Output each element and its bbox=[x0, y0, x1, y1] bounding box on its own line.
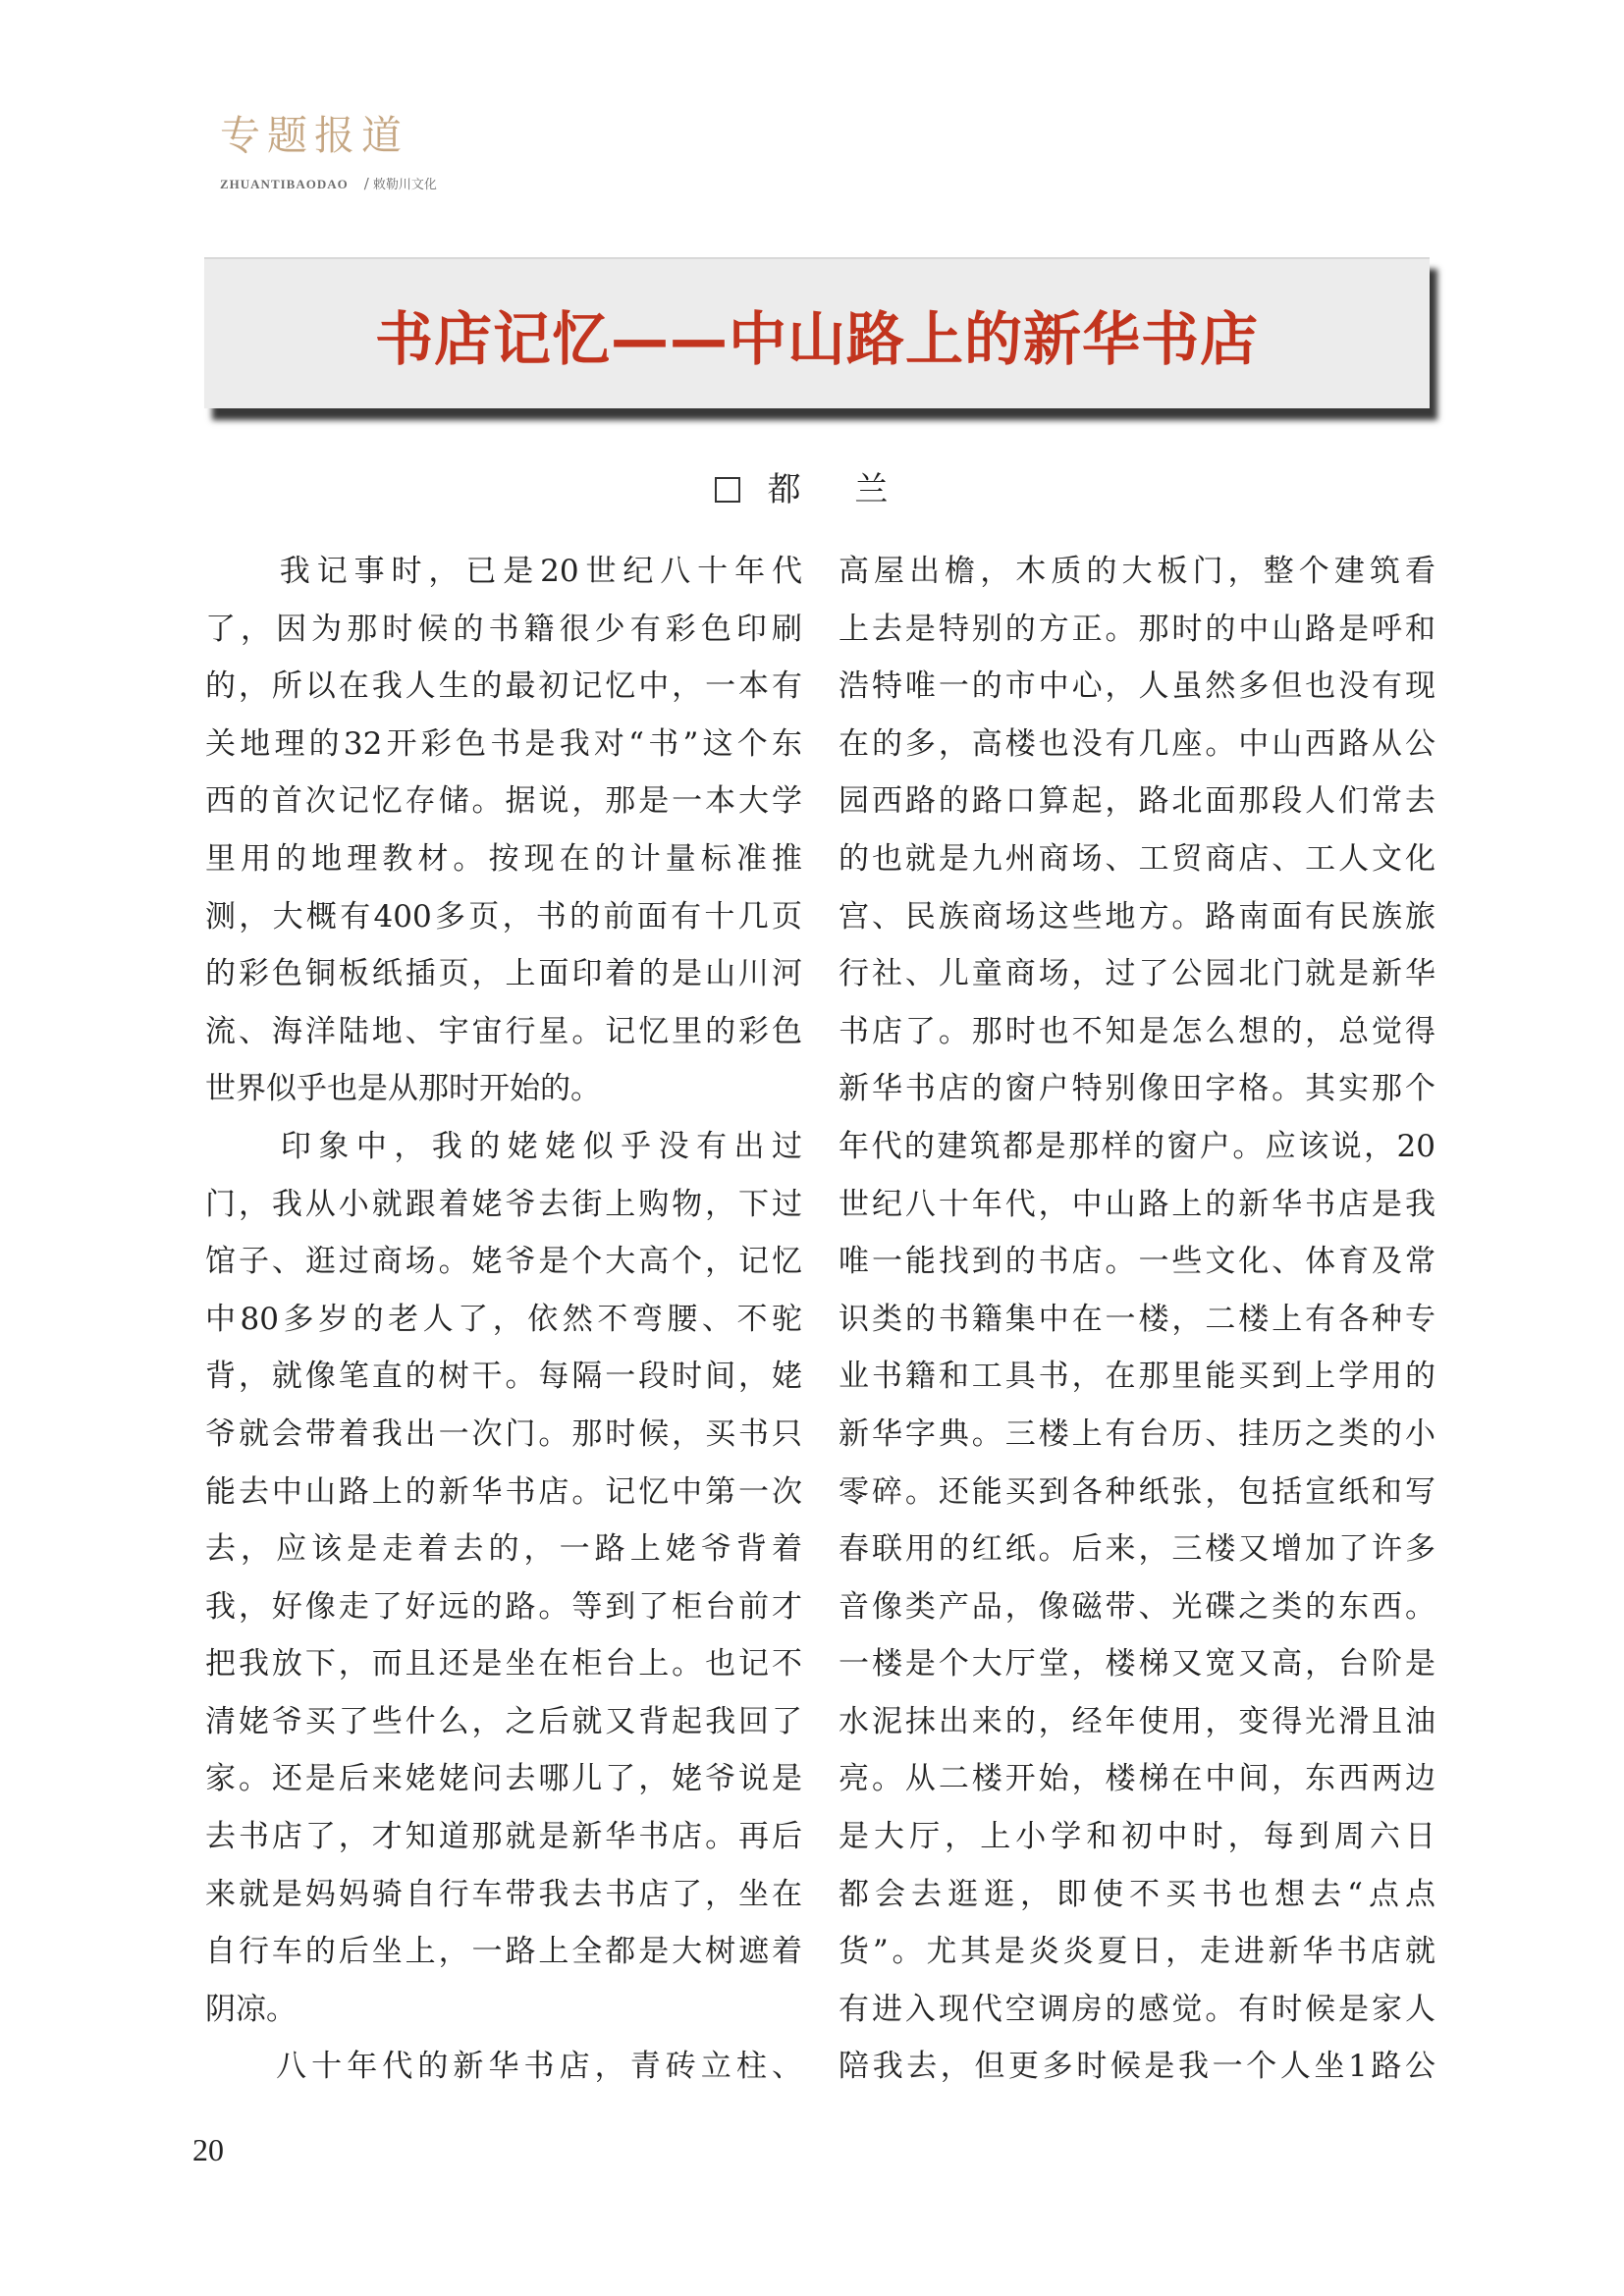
text-line: 我记事时，已是20世纪八十年代 bbox=[205, 554, 802, 589]
text-line: 中80多岁的老人了，依然不弯腰、不驼 bbox=[205, 1301, 802, 1337]
text-line: 去，应该是走着去的，一路上姥爷背着 bbox=[205, 1531, 802, 1568]
text-line: 年代的建筑都是那样的窗户。应该说，20 bbox=[839, 1128, 1435, 1164]
text-line: 行社、儿童商场，过了公园北门就是新华 bbox=[839, 956, 1435, 992]
text-line: 新华字典。三楼上有台历、挂历之类的小 bbox=[839, 1415, 1435, 1452]
text-line: 的，所以在我人生的最初记忆中，一本有 bbox=[205, 668, 802, 705]
text-line: 能去中山路上的新华书店。记忆中第一次 bbox=[205, 1473, 802, 1510]
text-line: 家。还是后来姥姥问去哪儿了，姥爷说是 bbox=[205, 1761, 802, 1797]
text-line: 浩特唯一的市中心，人虽然多但也没有现 bbox=[839, 668, 1435, 705]
text-line: 业书籍和工具书，在那里能买到上学用的 bbox=[839, 1359, 1435, 1395]
article-title-box bbox=[204, 257, 1430, 408]
text-line: 货”。尤其是炎炎夏日，走进新华书店就 bbox=[839, 1934, 1435, 1970]
section-title: 专题报道 bbox=[220, 112, 408, 159]
text-line: 关地理的32开彩色书是我对“书”这个东 bbox=[205, 725, 802, 762]
text-line: 馆子、逛过商场。姥爷是个大高个，记忆 bbox=[205, 1244, 802, 1280]
text-line: 高屋出檐，木质的大板门，整个建筑看 bbox=[839, 554, 1435, 589]
text-line: 清姥爷买了些什么，之后就又背起我回了 bbox=[205, 1703, 802, 1739]
article-title: 书店记忆——中山路上的新华书店 bbox=[374, 304, 1259, 373]
text-line: 唯一能找到的书店。一些文化、体育及常 bbox=[839, 1244, 1435, 1280]
text-line: 去书店了，才知道那就是新华书店。再后 bbox=[205, 1819, 802, 1855]
text-line: 来就是妈妈骑自行车带我去书店了，坐在 bbox=[205, 1876, 802, 1912]
text-line: 园西路的路口算起，路北面那段人们常去 bbox=[839, 783, 1435, 820]
body-column-right bbox=[839, 543, 1435, 2096]
text-line: 世界似乎也是从那时开始的。 bbox=[205, 1071, 601, 1107]
text-line: 是大厅，上小学和初中时，每到周六日 bbox=[839, 1819, 1435, 1855]
text-line: 宫、民族商场这些地方。路南面有民族旅 bbox=[839, 898, 1435, 934]
section-separator: / bbox=[363, 175, 369, 192]
text-line: 春联用的红纸。后来，三楼又增加了许多 bbox=[839, 1531, 1435, 1568]
text-line: 爷就会带着我出一次门。那时候，买书只 bbox=[205, 1415, 802, 1452]
byline bbox=[0, 462, 1624, 510]
section-header bbox=[220, 112, 437, 192]
text-line: 了，因为那时候的书籍很少有彩色印刷 bbox=[205, 611, 802, 647]
body-column-left bbox=[205, 543, 802, 2096]
text-line: 陪我去，但更多时候是我一个人坐1路公 bbox=[839, 2049, 1435, 2085]
author-name: 都 兰 bbox=[767, 470, 910, 509]
text-line: 在的多，高楼也没有几座。中山西路从公 bbox=[839, 725, 1435, 762]
text-line: 西的首次记忆存储。据说，那是一本大学 bbox=[205, 783, 802, 820]
text-line: 自行车的后坐上，一路上全都是大树遮着 bbox=[205, 1934, 802, 1970]
text-line: 水泥抹出来的，经年使用，变得光滑且油 bbox=[839, 1703, 1435, 1739]
text-line: 把我放下，而且还是坐在柜台上。也记不 bbox=[205, 1646, 802, 1682]
text-line: 亮。从二楼开始，楼梯在中间，东西两边 bbox=[839, 1761, 1435, 1797]
text-line: 零碎。还能买到各种纸张，包括宣纸和写 bbox=[839, 1473, 1435, 1510]
text-line: 都会去逛逛，即使不买书也想去“点点 bbox=[839, 1876, 1435, 1912]
text-line: 我，好像走了好远的路。等到了柜台前才 bbox=[205, 1588, 802, 1625]
section-subheader bbox=[220, 176, 437, 191]
page-number: 20 bbox=[192, 2132, 224, 2167]
text-line: 的也就是九州商场、工贸商店、工人文化 bbox=[839, 840, 1435, 877]
text-line: 有进入现代空调房的感觉。有时候是家人 bbox=[839, 1991, 1435, 2027]
text-line: 的彩色铜板纸插页，上面印着的是山川河 bbox=[205, 956, 802, 992]
text-line: 音像类产品，像磁带、光碟之类的东西。 bbox=[839, 1588, 1435, 1625]
text-line: 里用的地理教材。按现在的计量标准推 bbox=[205, 840, 802, 877]
section-subtitle: 敕勒川文化 bbox=[372, 178, 437, 192]
text-line: 测，大概有400多页，书的前面有十几页 bbox=[205, 898, 802, 934]
byline-box-icon bbox=[715, 477, 740, 503]
text-line: 门，我从小就跟着姥爷去街上购物，下过 bbox=[205, 1186, 802, 1222]
text-line: 上去是特别的方正。那时的中山路是呼和 bbox=[839, 611, 1435, 647]
text-line: 一楼是个大厅堂，楼梯又宽又高，台阶是 bbox=[839, 1646, 1435, 1682]
text-line: 世纪八十年代，中山路上的新华书店是我 bbox=[839, 1186, 1435, 1222]
text-line: 识类的书籍集中在一楼，二楼上有各种专 bbox=[839, 1301, 1435, 1337]
text-line: 印象中，我的姥姥似乎没有出过 bbox=[205, 1128, 802, 1164]
text-line: 八十年代的新华书店，青砖立柱、 bbox=[205, 2049, 802, 2085]
text-line: 阴凉。 bbox=[205, 1991, 297, 2027]
text-line: 背，就像笔直的树干。每隔一段时间，姥 bbox=[205, 1359, 802, 1395]
section-pinyin: ZHUANTIBAODAO bbox=[220, 177, 349, 191]
text-line: 书店了。那时也不知是怎么想的，总觉得 bbox=[839, 1013, 1435, 1049]
text-line: 新华书店的窗户特别像田字格。其实那个 bbox=[839, 1071, 1435, 1107]
text-line: 流、海洋陆地、宇宙行星。记忆里的彩色 bbox=[205, 1013, 802, 1049]
